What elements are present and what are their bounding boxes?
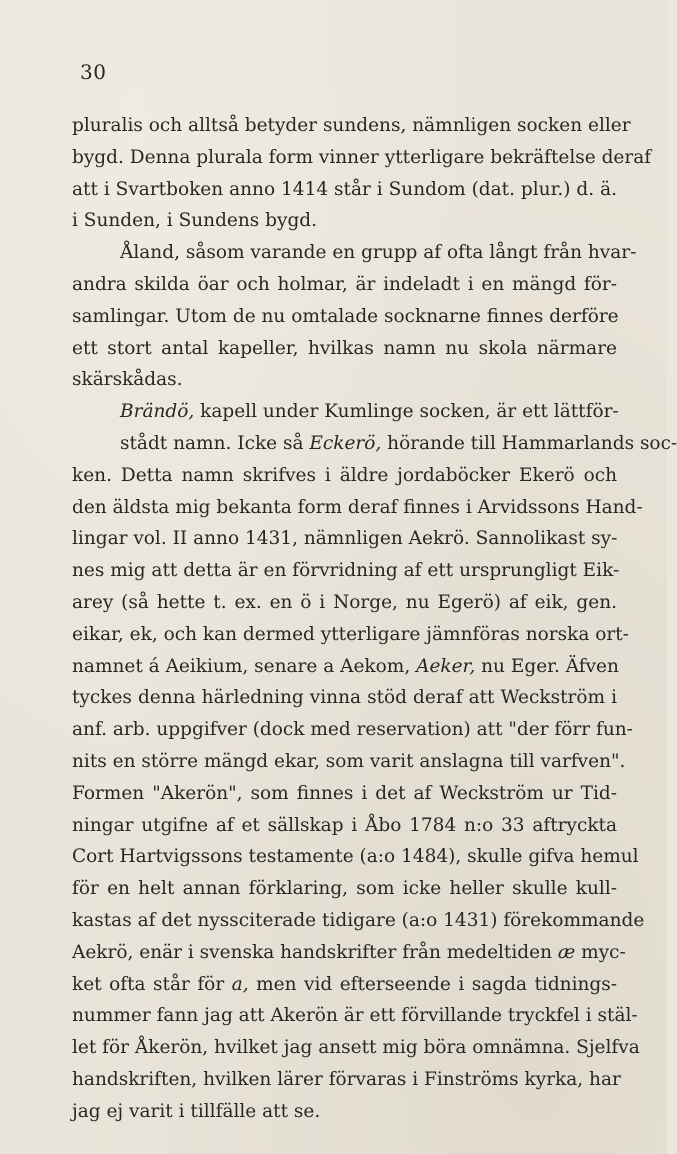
text-line: kastas af det nyssciterade tidigare (a:o 1431) förekommande	[72, 909, 645, 931]
text-line: eikar, ek, och kan dermed ytterligare jämnföras norska ort-	[72, 623, 629, 645]
text-span: men vid efterseende i sagda tidnings-	[248, 973, 617, 995]
text-line: ken. Detta namn skrifves i äldre jordaböcker Ekerö och	[72, 464, 617, 486]
text-line: nummer fann jag att Akerön är ett förvillande tryckfel i stäl-	[72, 1005, 638, 1027]
text-line: handskriften, hvilken lärer förvaras i Finströms kyrka, har	[72, 1068, 621, 1090]
text-line: jag ej varit i tillfälle att se.	[72, 1100, 321, 1122]
italic-text: Aeker,	[416, 655, 476, 677]
text-span: ket ofta står för	[72, 973, 232, 995]
text-line: bygd. Denna plurala form vinner ytterligare bekräftelse deraf	[72, 146, 652, 168]
page-number: 30	[80, 60, 107, 84]
text-line: i Sunden, i Sundens bygd.	[72, 210, 318, 232]
italic-text: Brändö,	[120, 401, 195, 423]
text-span: kapell under Kumlinge socken, är ett lättför-	[194, 401, 619, 423]
text-line	[72, 428, 677, 460]
text-line	[72, 396, 617, 428]
text-line: arey (så hette t. ex. en ö i Norge, nu Egerö) af eik, gen.	[72, 591, 617, 613]
italic-text: æ	[557, 941, 576, 963]
text-line: andra skilda öar och holmar, är indeladt i en mängd för-	[72, 273, 617, 295]
text-line: ningar utgifne af et sällskap i Åbo 1784 n:o 33 aftryckta	[72, 814, 617, 836]
text-line	[72, 651, 617, 683]
text-line: nes mig att detta är en förvridning af ett ursprungligt Eik-	[72, 560, 620, 582]
text-line	[72, 937, 626, 969]
text-line: lingar vol. II anno 1431, nämnligen Aekrö. Sannolikast sy-	[72, 528, 618, 550]
text-line: den äldsta mig bekanta form deraf finnes i Arvidssons Hand-	[72, 496, 643, 518]
text-line	[72, 969, 617, 1001]
text-line: att i Svartboken anno 1414 står i Sundom (dat. plur.) d. ä.	[72, 178, 617, 200]
text-line: skärskådas.	[72, 369, 183, 391]
text-span: Aekrö, enär i svenska handskrifter från medeltiden	[72, 941, 558, 963]
text-span: stådt namn. Icke så	[120, 432, 310, 454]
text-line: pluralis och alltså betyder sundens, nämnligen socken eller	[72, 115, 631, 136]
text-line: ett stort antal kapeller, hvilkas namn nu skola närmare	[72, 337, 617, 359]
text-line: Formen "Akerön", som finnes i det af Weckström ur Tid-	[72, 782, 617, 804]
text-line: tyckes denna härledning vinna stöd deraf att Weckström i	[72, 687, 617, 709]
body-text	[72, 110, 677, 1128]
text-span: hörande till Hammarlands soc-	[381, 432, 677, 454]
text-span: nu Eger. Äfven	[475, 655, 619, 677]
text-line: let för Åkerön, hvilket jag ansett mig böra omnämna. Sjelfva	[72, 1037, 640, 1059]
text-line: Åland, såsom varande en grupp af ofta långt från hvar-	[120, 242, 637, 264]
text-line: anf. arb. uppgifver (dock med reservation) att "der förr fun-	[72, 719, 633, 741]
text-span: namnet á Aeikium, senare a Aekom,	[72, 655, 417, 677]
text-line: nits en större mängd ekar, som varit anslagna till varfven".	[72, 750, 626, 772]
italic-text: a,	[231, 973, 249, 995]
text-line: för en helt annan förklaring, som icke heller skulle kull-	[72, 878, 617, 900]
text-line: samlingar. Utom de nu omtalade socknarne finnes derföre	[72, 305, 619, 327]
text-line: Cort Hartvigssons testamente (a:o 1484), skulle gifva hemul	[72, 846, 639, 868]
text-span: myc-	[575, 941, 626, 963]
italic-text: Eckerö,	[309, 432, 382, 454]
